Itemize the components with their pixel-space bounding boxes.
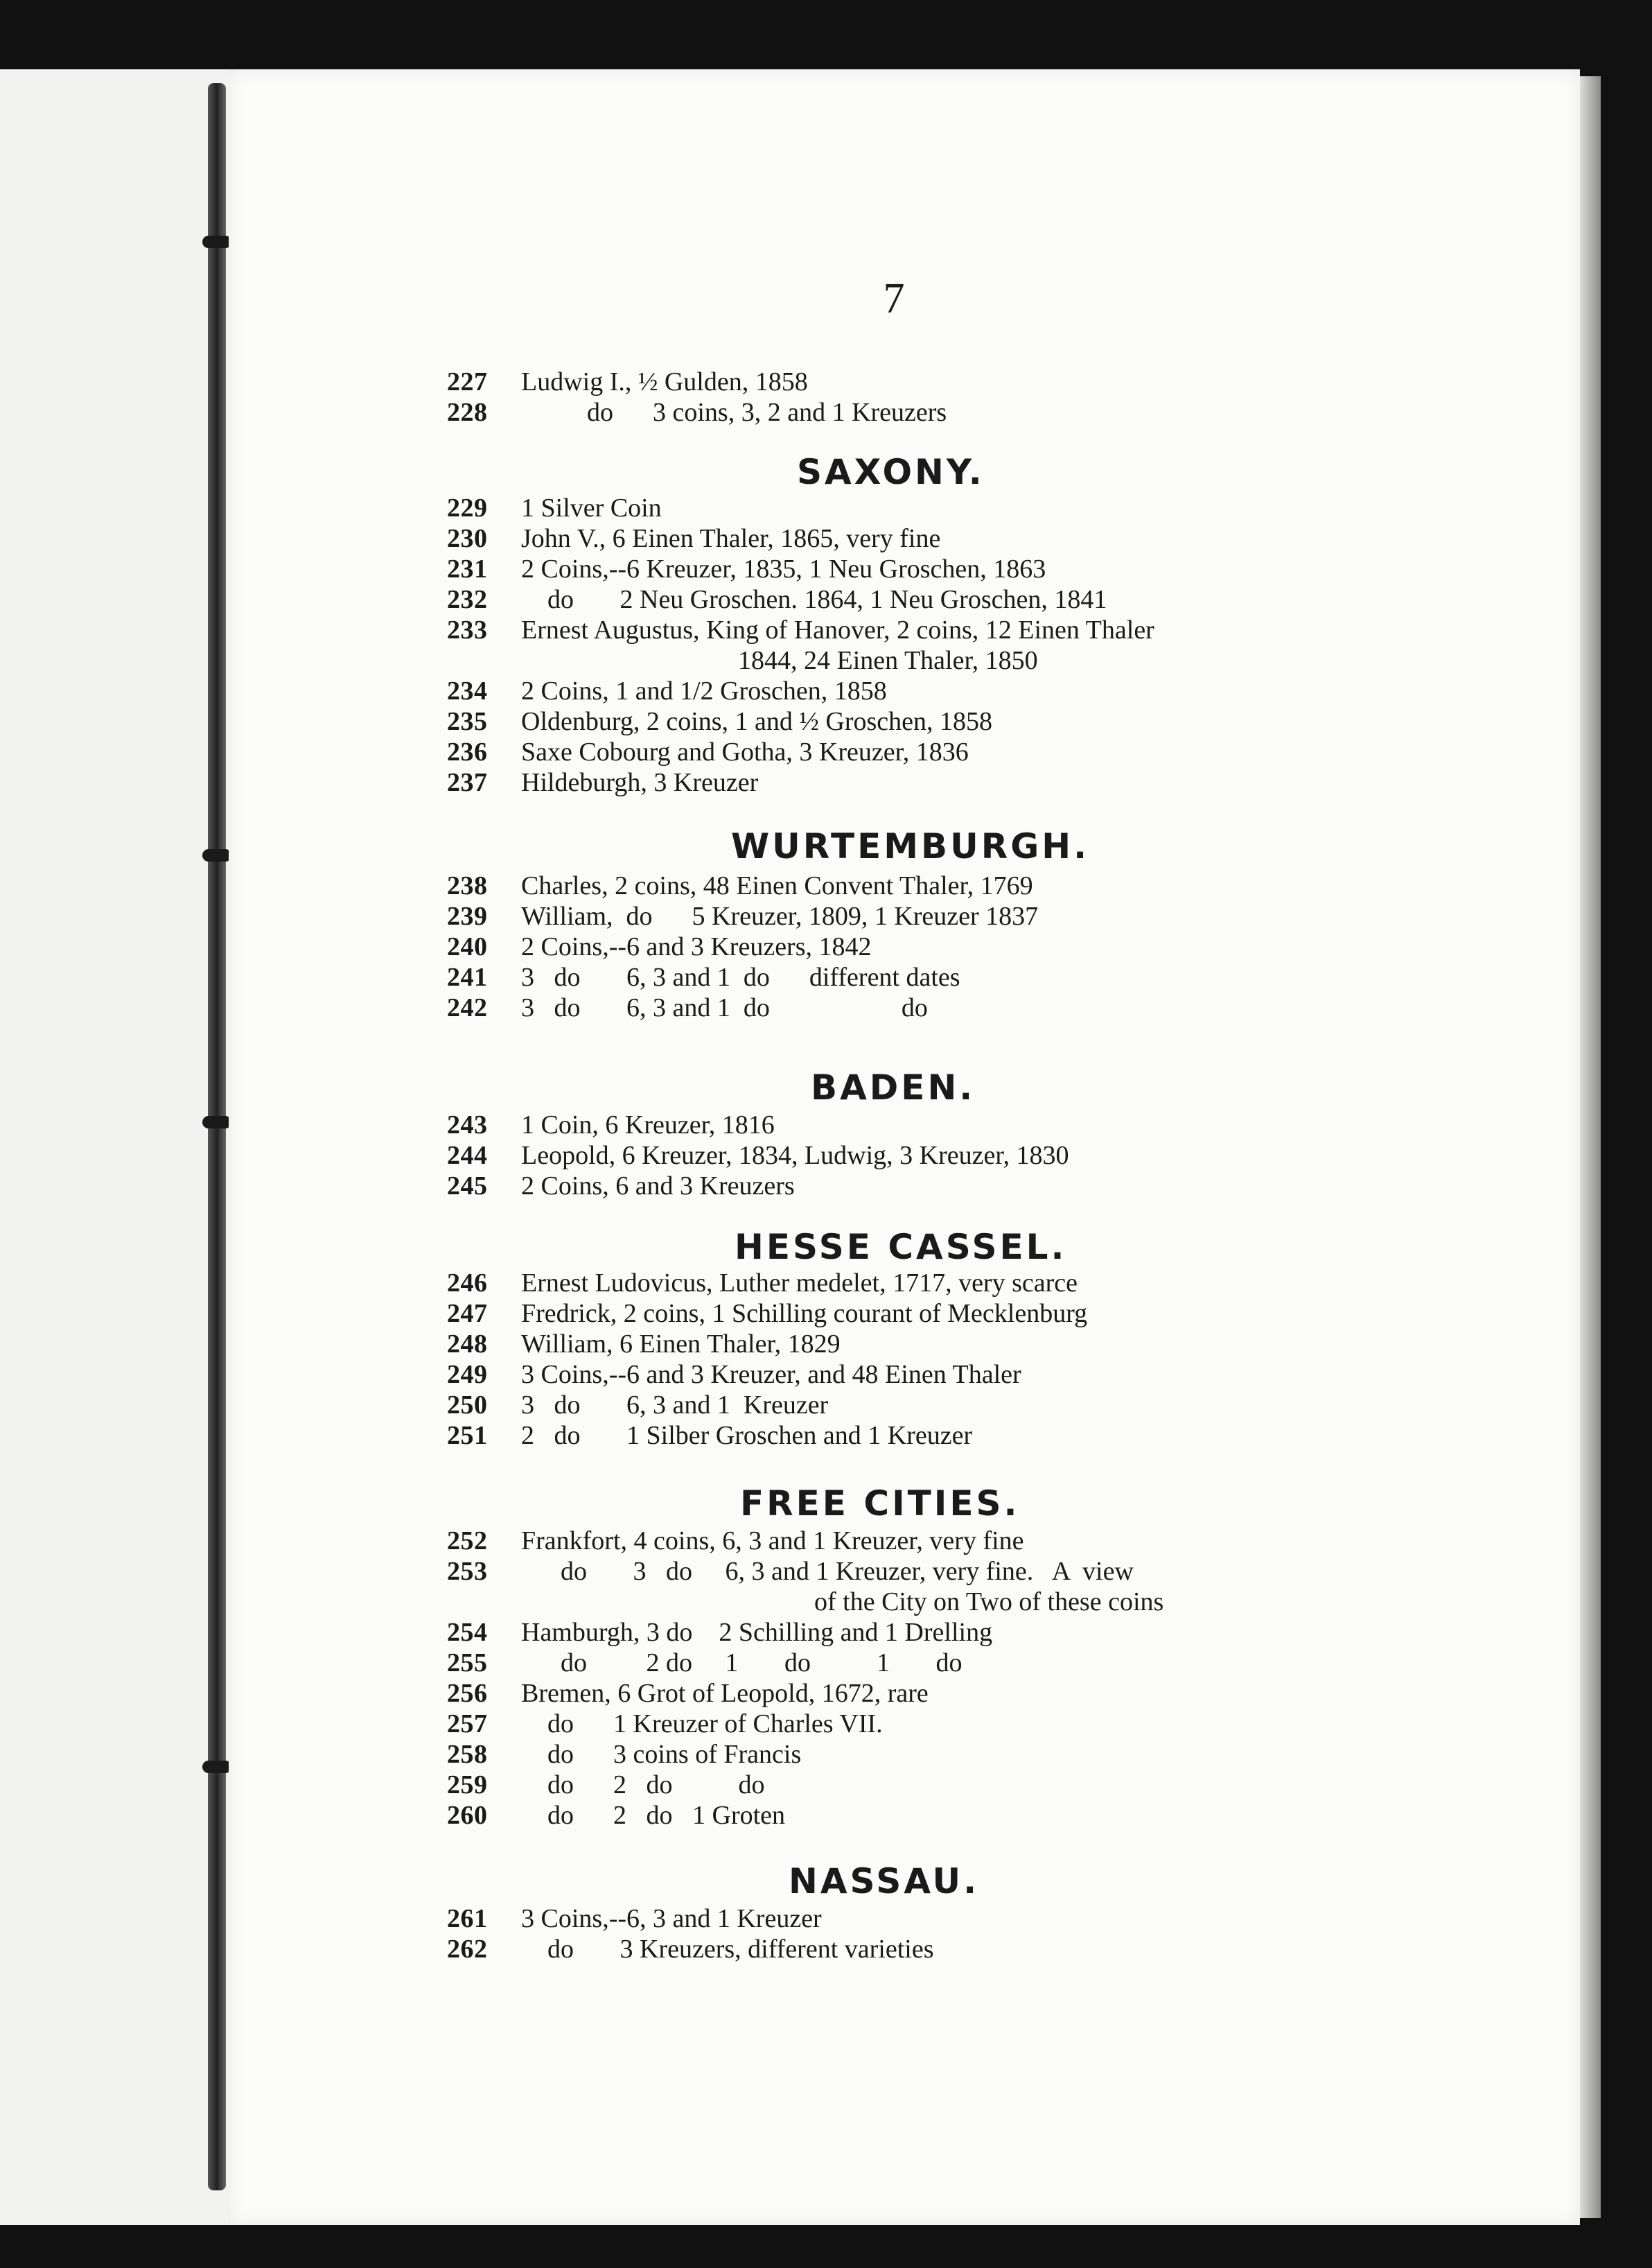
lot-number: 233 bbox=[447, 616, 488, 645]
lot-number: 227 bbox=[447, 367, 488, 396]
section-heading: HESSE CASSEL. bbox=[735, 1227, 1067, 1267]
page-edge bbox=[1580, 76, 1601, 2218]
lot-description: 1 Silver Coin bbox=[521, 494, 662, 523]
lot-description: William, 6 Einen Thaler, 1829 bbox=[521, 1329, 841, 1359]
lot-number: 260 bbox=[447, 1801, 488, 1830]
lot-number: 232 bbox=[447, 585, 488, 614]
lot-description: 2 Coins, 6 and 3 Kreuzers bbox=[521, 1171, 795, 1201]
lot-description: William, do 5 Kreuzer, 1809, 1 Kreuzer 1837 bbox=[521, 902, 1039, 931]
binding-stitch bbox=[202, 849, 231, 862]
lot-description: 3 Coins,--6, 3 and 1 Kreuzer bbox=[521, 1904, 822, 1933]
lot-number: 253 bbox=[447, 1557, 488, 1586]
lot-number: 228 bbox=[447, 398, 488, 427]
lot-number: 242 bbox=[447, 993, 488, 1022]
lot-number: 243 bbox=[447, 1110, 488, 1140]
lot-description: do 2 do do bbox=[521, 1770, 765, 1799]
lot-description: Leopold, 6 Kreuzer, 1834, Ludwig, 3 Kreuzer, 1830 bbox=[521, 1141, 1069, 1170]
lot-number: 249 bbox=[447, 1360, 488, 1389]
lot-number: 246 bbox=[447, 1268, 488, 1298]
lot-description: 2 do 1 Silber Groschen and 1 Kreuzer bbox=[521, 1421, 973, 1450]
lot-description: Fredrick, 2 coins, 1 Schilling courant of Mecklenburg bbox=[521, 1299, 1088, 1328]
facing-page bbox=[0, 69, 229, 2225]
lot-number: 238 bbox=[447, 871, 488, 900]
lot-description: Charles, 2 coins, 48 Einen Convent Thaler, 1769 bbox=[521, 871, 1033, 900]
binding-stitch bbox=[202, 1761, 231, 1773]
lot-description: do 1 Kreuzer of Charles VII. bbox=[521, 1709, 883, 1738]
lot-number: 245 bbox=[447, 1171, 488, 1201]
section-heading: FREE CITIES. bbox=[740, 1483, 1020, 1524]
lot-number: 256 bbox=[447, 1679, 488, 1708]
lot-description: Hildeburgh, 3 Kreuzer bbox=[521, 768, 759, 797]
lot-number: 241 bbox=[447, 963, 488, 992]
lot-number: 234 bbox=[447, 677, 488, 706]
lot-number: 258 bbox=[447, 1740, 488, 1769]
lot-description: Frankfort, 4 coins, 6, 3 and 1 Kreuzer, very fine bbox=[521, 1526, 1024, 1555]
lot-description: 1 Coin, 6 Kreuzer, 1816 bbox=[521, 1110, 775, 1140]
binding-stitch bbox=[202, 236, 231, 248]
lot-description-continued: 1844, 24 Einen Thaler, 1850 bbox=[738, 646, 1038, 675]
lot-description: do 3 coins of Francis bbox=[521, 1740, 802, 1769]
lot-description: 2 Coins,--6 and 3 Kreuzers, 1842 bbox=[521, 932, 872, 961]
lot-number: 236 bbox=[447, 738, 488, 767]
section-heading: SAXONY. bbox=[797, 452, 985, 492]
lot-number: 239 bbox=[447, 902, 488, 931]
binding-stitch bbox=[202, 1116, 231, 1128]
lot-description: do 3 Kreuzers, different varieties bbox=[521, 1935, 934, 1964]
lot-number: 244 bbox=[447, 1141, 488, 1170]
lot-number: 255 bbox=[447, 1648, 488, 1677]
lot-number: 251 bbox=[447, 1421, 488, 1450]
lot-description: 2 Coins, 1 and 1/2 Groschen, 1858 bbox=[521, 677, 887, 706]
lot-description: do 2 do 1 do 1 do bbox=[521, 1648, 963, 1677]
lot-number: 237 bbox=[447, 768, 488, 797]
section-heading: NASSAU. bbox=[789, 1861, 980, 1901]
lot-description: do 2 do 1 Groten bbox=[521, 1801, 786, 1830]
lot-description: Ludwig I., ½ Gulden, 1858 bbox=[521, 367, 808, 396]
lot-description: 2 Coins,--6 Kreuzer, 1835, 1 Neu Groschen, 1863 bbox=[521, 555, 1046, 584]
lot-number: 247 bbox=[447, 1299, 488, 1328]
lot-number: 231 bbox=[447, 555, 488, 584]
book-spine bbox=[208, 83, 226, 2190]
lot-number: 254 bbox=[447, 1618, 488, 1647]
section-heading: WURTEMBURGH. bbox=[731, 826, 1090, 866]
lot-description: 3 Coins,--6 and 3 Kreuzer, and 48 Einen Thaler bbox=[521, 1360, 1021, 1389]
lot-description: Oldenburg, 2 coins, 1 and ½ Groschen, 1858 bbox=[521, 707, 993, 736]
lot-description: Ernest Augustus, King of Hanover, 2 coins, 12 Einen Thaler bbox=[521, 616, 1154, 645]
lot-description: Saxe Cobourg and Gotha, 3 Kreuzer, 1836 bbox=[521, 738, 969, 767]
lot-number: 257 bbox=[447, 1709, 488, 1738]
lot-description: 3 do 6, 3 and 1 do different dates bbox=[521, 963, 960, 992]
lot-description: 3 do 6, 3 and 1 Kreuzer bbox=[521, 1390, 829, 1420]
lot-description-continued: of the City on Two of these coins bbox=[814, 1587, 1164, 1616]
section-heading: BADEN. bbox=[811, 1067, 976, 1108]
page-number: 7 bbox=[883, 275, 905, 322]
lot-number: 252 bbox=[447, 1526, 488, 1555]
lot-description: do 2 Neu Groschen. 1864, 1 Neu Groschen, 1841 bbox=[521, 585, 1107, 614]
lot-description: 3 do 6, 3 and 1 do do bbox=[521, 993, 928, 1022]
lot-number: 230 bbox=[447, 524, 488, 553]
lot-description: Ernest Ludovicus, Luther medelet, 1717, very scarce bbox=[521, 1268, 1078, 1298]
lot-description: Bremen, 6 Grot of Leopold, 1672, rare bbox=[521, 1679, 929, 1708]
lot-number: 235 bbox=[447, 707, 488, 736]
lot-description: John V., 6 Einen Thaler, 1865, very fine bbox=[521, 524, 941, 553]
lot-number: 262 bbox=[447, 1935, 488, 1964]
lot-number: 229 bbox=[447, 494, 488, 523]
lot-description: do 3 do 6, 3 and 1 Kreuzer, very fine. A view bbox=[521, 1557, 1134, 1586]
lot-number: 259 bbox=[447, 1770, 488, 1799]
lot-description: Hamburgh, 3 do 2 Schilling and 1 Drelling bbox=[521, 1618, 993, 1647]
lot-description: do 3 coins, 3, 2 and 1 Kreuzers bbox=[521, 398, 947, 427]
lot-number: 261 bbox=[447, 1904, 488, 1933]
lot-number: 240 bbox=[447, 932, 488, 961]
lot-number: 248 bbox=[447, 1329, 488, 1359]
lot-number: 250 bbox=[447, 1390, 488, 1420]
